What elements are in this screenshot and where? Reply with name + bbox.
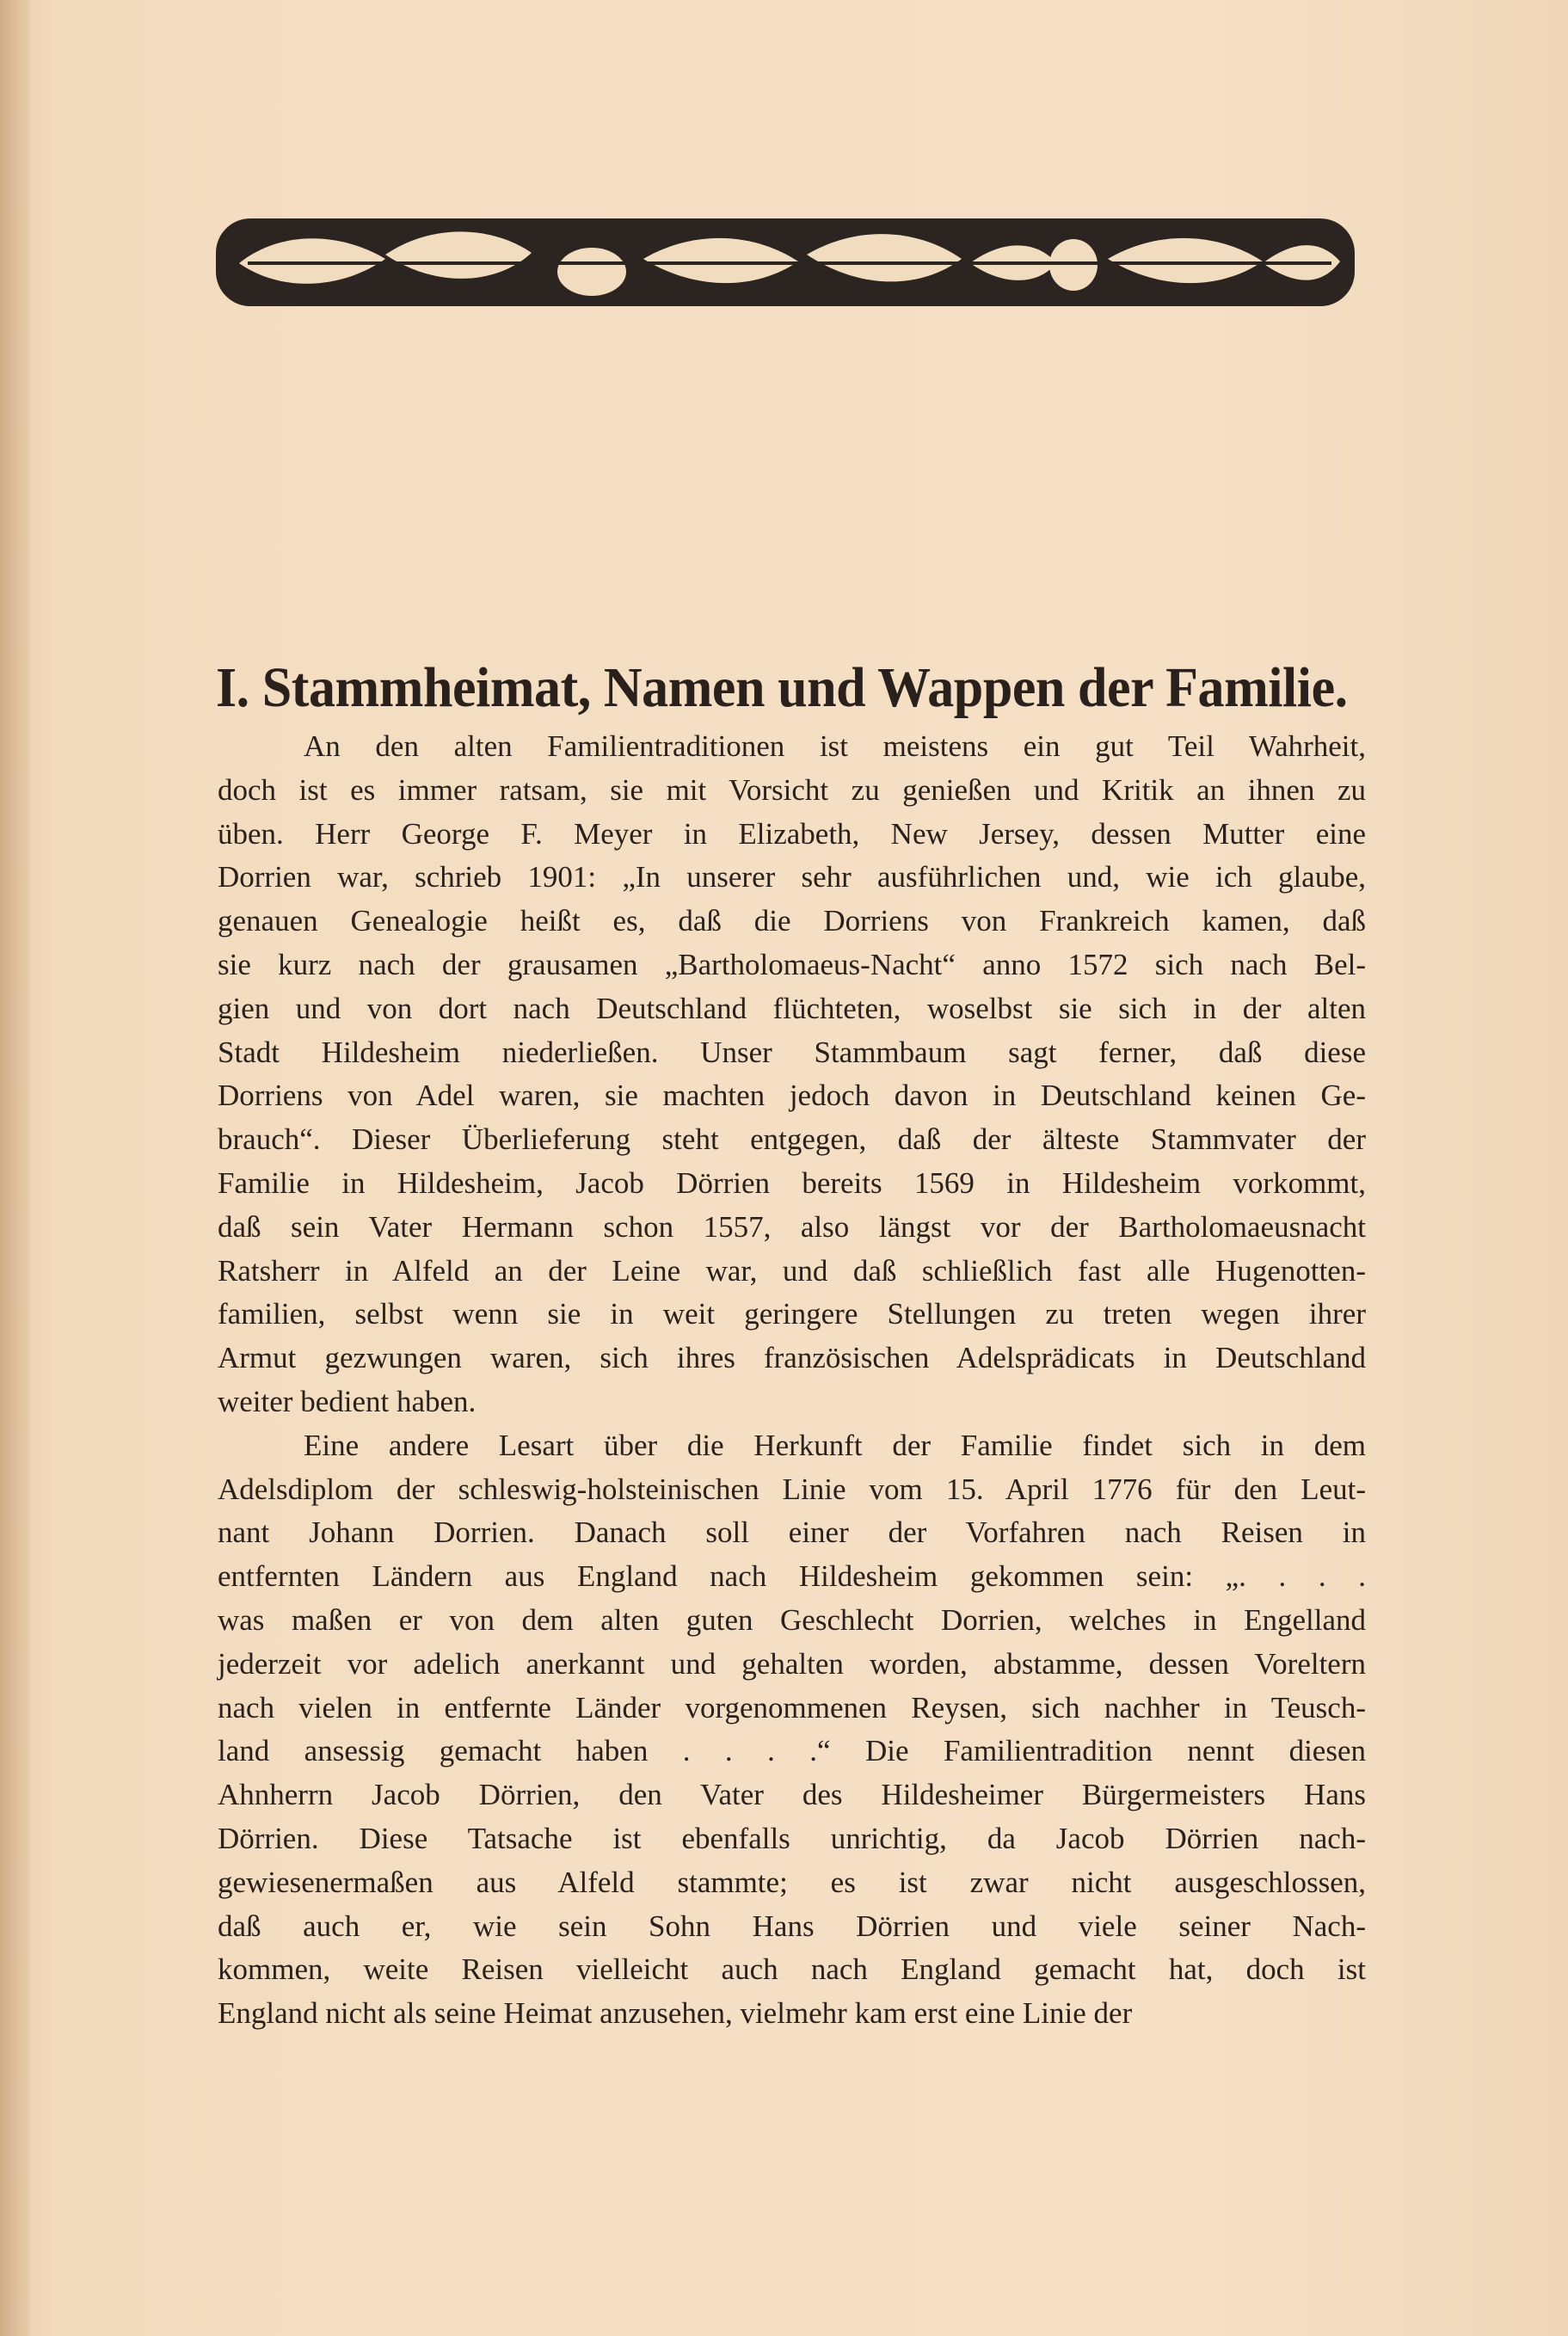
- text-line: nach vielen in entfernte Länder vorgenommenen Reysen, sich nachher in Teusch-: [218, 1690, 1366, 1724]
- paragraph: [218, 1424, 1366, 2036]
- chapter-heading: I. Stammheimat, Namen und Wappen der Familie.: [216, 656, 1348, 719]
- text-line: Dörrien. Diese Tatsache ist ebenfalls unrichtig, da Jacob Dörrien nach-: [218, 1821, 1366, 1855]
- text-line: familien, selbst wenn sie in weit geringere Stellungen zu treten wegen ihrer: [218, 1297, 1366, 1331]
- text-line: Ahnherrn Jacob Dörrien, den Vater des Hildesheimer Bürgermeisters Hans: [218, 1778, 1366, 1812]
- text-line: nant Johann Dorrien. Danach soll einer der Vorfahren nach Reisen in: [218, 1515, 1366, 1550]
- text-line: brauch“. Dieser Überlieferung steht entgegen, daß der älteste Stammvater der: [218, 1122, 1366, 1157]
- text-line: Armut gezwungen waren, sich ihres französischen Adelsprädicats in Deutschland: [218, 1341, 1366, 1375]
- text-line: Familie in Hildesheim, Jacob Dörrien bereits 1569 in Hildesheim vorkommt,: [218, 1165, 1366, 1200]
- text-line: daß auch er, wie sein Sohn Hans Dörrien und viele seiner Nach-: [218, 1909, 1366, 1943]
- text-line: jederzeit vor adelich anerkannt und gehalten worden, abstamme, dessen Voreltern: [218, 1646, 1366, 1681]
- text-line: doch ist es immer ratsam, sie mit Vorsicht zu genießen und Kritik an ihnen zu: [218, 772, 1366, 807]
- text-line: kommen, weite Reisen vielleicht auch nach England gemacht hat, doch ist: [218, 1952, 1366, 1987]
- text-line: Stadt Hildesheim niederließen. Unser Stammbaum sagt ferner, daß diese: [218, 1035, 1366, 1069]
- page-edge-shadow: [0, 0, 29, 2336]
- text-line: gewiesenermaßen aus Alfeld stammte; es ist zwar nicht ausgeschlossen,: [218, 1865, 1366, 1899]
- text-line: land ansessig gemacht haben . . . .“ Die Familientradition nennt diesen: [218, 1734, 1366, 1768]
- text-line: Adelsdiplom der schleswig-holsteinischen Linie vom 15. April 1776 für den Leut-: [218, 1472, 1366, 1506]
- text-line: sie kurz nach der grausamen „Bartholomaeus-Nacht“ anno 1572 sich nach Bel-: [218, 947, 1366, 981]
- text-line: daß sein Vater Hermann schon 1557, also längst vor der Bartholomaeusnacht: [218, 1209, 1366, 1244]
- text-line: Dorriens von Adel waren, sie machten jedoch davon in Deutschland keinen Ge-: [218, 1079, 1366, 1113]
- paragraph: [218, 725, 1366, 1424]
- oak-leaf-ornament-icon: [213, 212, 1357, 313]
- text-line: Dorrien war, schrieb 1901: „In unserer sehr ausführlichen und, wie ich glaube,: [218, 860, 1366, 894]
- body-text: [218, 725, 1366, 2036]
- text-line: entfernten Ländern aus England nach Hildesheim gekommen sein: „. . . .: [218, 1559, 1366, 1594]
- text-line: Eine andere Lesart über die Herkunft der Familie findet sich in dem: [304, 1428, 1366, 1462]
- text-line: üben. Herr George F. Meyer in Elizabeth, New Jersey, dessen Mutter eine: [218, 816, 1366, 851]
- text-line: was maßen er von dem alten guten Geschlecht Dorrien, welches in Engelland: [218, 1602, 1366, 1637]
- text-line: Ratsherr in Alfeld an der Leine war, und daß schließlich fast alle Hugenotten-: [218, 1253, 1366, 1288]
- text-line: genauen Genealogie heißt es, daß die Dorriens von Frankreich kamen, daß: [218, 904, 1366, 938]
- text-line: gien und von dort nach Deutschland flüchteten, woselbst sie sich in der alten: [218, 991, 1366, 1025]
- text-line: An den alten Familientraditionen ist meistens ein gut Teil Wahrheit,: [304, 729, 1366, 763]
- text-line: weiter bedient haben.: [218, 1384, 477, 1418]
- text-line: England nicht als seine Heimat anzusehen, vielmehr kam erst eine Linie der: [218, 1996, 1133, 2031]
